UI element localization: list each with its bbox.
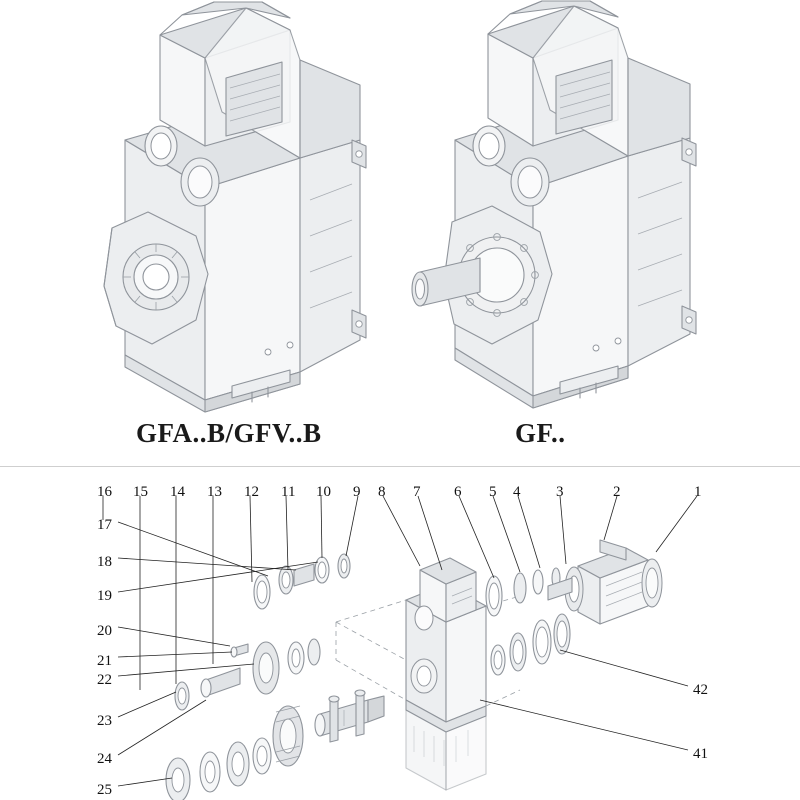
callout-number-top-8: 8	[378, 484, 386, 500]
callout-number-top-4: 4	[513, 484, 521, 500]
callout-number-left-17: 17	[97, 517, 112, 533]
callout-number-top-15: 15	[133, 484, 148, 500]
callout-number-right-41: 41	[693, 746, 708, 762]
callout-number-left-23: 23	[97, 713, 112, 729]
exploded-rings-left	[166, 554, 384, 800]
callout-number-top-13: 13	[207, 484, 222, 500]
callout-number-left-24: 24	[97, 751, 112, 767]
callout-number-top-12: 12	[244, 484, 259, 500]
callout-number-top-1: 1	[694, 484, 702, 500]
callout-number-left-21: 21	[97, 653, 112, 669]
callout-number-left-18: 18	[97, 554, 112, 570]
figure-caption-right: GF..	[515, 418, 566, 448]
callout-number-right-42: 42	[693, 682, 708, 698]
callout-number-top-5: 5	[489, 484, 497, 500]
callout-number-top-10: 10	[316, 484, 331, 500]
callout-number-top-9: 9	[353, 484, 361, 500]
callout-number-top-11: 11	[281, 484, 296, 500]
gearbox-left-isometric	[104, 2, 366, 412]
callout-number-top-16: 16	[97, 484, 112, 500]
figure-caption-left: GFA..B/GFV..B	[136, 418, 322, 448]
gearbox-right-isometric	[412, 1, 696, 408]
callout-number-top-2: 2	[613, 484, 621, 500]
callout-number-top-14: 14	[170, 484, 185, 500]
callout-number-top-6: 6	[454, 484, 462, 500]
exploded-motor	[565, 540, 662, 624]
leader-lines	[103, 496, 697, 786]
callout-number-left-25: 25	[97, 782, 112, 798]
exploded-rings-right	[486, 568, 572, 675]
callout-number-top-3: 3	[556, 484, 564, 500]
callout-number-left-22: 22	[97, 672, 112, 688]
callout-number-left-20: 20	[97, 623, 112, 639]
exploded-assembly-diagram	[103, 496, 697, 800]
callout-number-top-7: 7	[413, 484, 421, 500]
exploded-housing	[406, 558, 486, 790]
section-divider	[0, 466, 800, 467]
callout-number-left-19: 19	[97, 588, 112, 604]
